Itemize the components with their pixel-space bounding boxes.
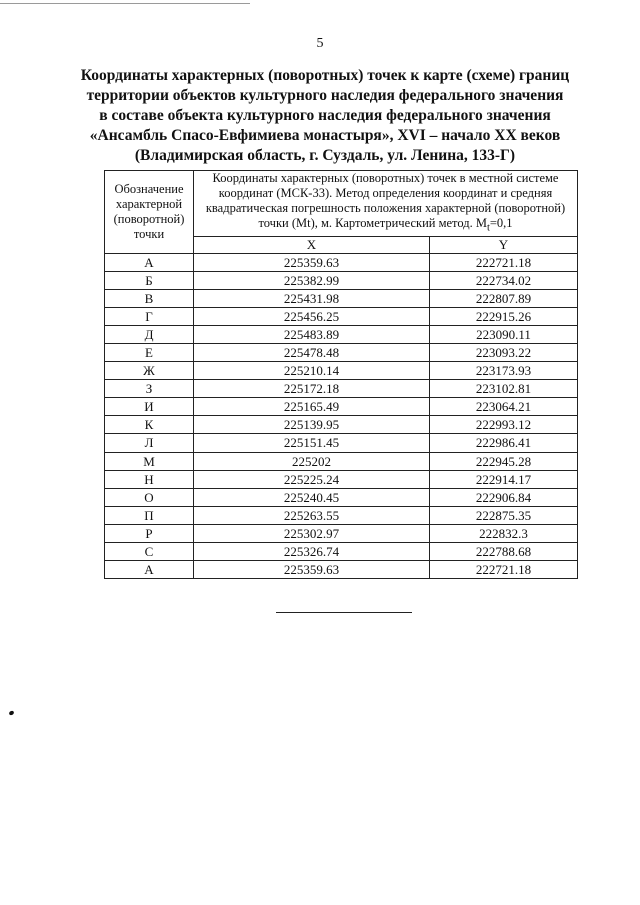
point-name-cell: Н: [105, 470, 194, 488]
x-coordinate-cell: 225382.99: [194, 271, 430, 289]
x-coordinate-cell: 225210.14: [194, 362, 430, 380]
page-number: 5: [316, 36, 324, 51]
title-line: «Ансамбль Спасо-Евфимиева монастыря», XVI – начало XX веков: [89, 127, 561, 144]
point-name-cell: Р: [105, 524, 194, 542]
header-point-name: [105, 171, 194, 254]
table-row: [105, 524, 578, 542]
x-coordinate-cell: 225240.45: [194, 488, 430, 506]
coordinates-table: [104, 170, 578, 579]
point-name-cell: О: [105, 488, 194, 506]
table-row: [105, 398, 578, 416]
header-desc-subscript: t: [486, 222, 490, 234]
table-row: [105, 362, 578, 380]
x-coordinate-cell: 225359.63: [194, 253, 430, 271]
header-desc-line: Координаты характерных (поворотных) точек в местной системе: [212, 171, 559, 185]
point-name-cell: М: [105, 452, 194, 470]
y-coordinate-cell: 222915.26: [430, 307, 578, 325]
point-name-cell: И: [105, 398, 194, 416]
top-rule: [0, 3, 250, 4]
table-row: [105, 470, 578, 488]
table-row: [105, 289, 578, 307]
x-coordinate-cell: 225139.95: [194, 416, 430, 434]
table-row: [105, 271, 578, 289]
y-coordinate-cell: 223173.93: [430, 362, 578, 380]
table-row: [105, 416, 578, 434]
header-coordinates-description: [194, 171, 578, 237]
table-row: [105, 343, 578, 361]
point-name-cell: Г: [105, 307, 194, 325]
table-row: [105, 561, 578, 579]
table-row: [105, 325, 578, 343]
x-coordinate-cell: 225478.48: [194, 343, 430, 361]
y-coordinate-cell: 222832.3: [430, 524, 578, 542]
header-name-line: характерной: [115, 196, 183, 211]
header-x: X: [194, 236, 430, 253]
point-name-cell: Ж: [105, 362, 194, 380]
y-coordinate-cell: 222807.89: [430, 289, 578, 307]
table-row: [105, 434, 578, 452]
table-row: [105, 488, 578, 506]
x-coordinate-cell: 225263.55: [194, 506, 430, 524]
x-coordinate-cell: 225431.98: [194, 289, 430, 307]
x-coordinate-cell: 225202: [194, 452, 430, 470]
table-row: [105, 307, 578, 325]
point-name-cell: К: [105, 416, 194, 434]
point-name-cell: Л: [105, 434, 194, 452]
point-name-cell: Е: [105, 343, 194, 361]
point-name-cell: А: [105, 561, 194, 579]
x-coordinate-cell: 225172.18: [194, 380, 430, 398]
header-desc-line: координат (МСК-33). Метод определения координат и средняя: [218, 186, 553, 200]
point-name-cell: З: [105, 380, 194, 398]
point-name-cell: А: [105, 253, 194, 271]
y-coordinate-cell: 222721.18: [430, 253, 578, 271]
point-name-cell: П: [105, 506, 194, 524]
y-coordinate-cell: 223093.22: [430, 343, 578, 361]
title-line: (Владимирская область, г. Суздаль, ул. Ленина, 133-Г): [134, 147, 516, 164]
y-coordinate-cell: 222945.28: [430, 452, 578, 470]
point-name-cell: С: [105, 543, 194, 561]
header-name-line: точки: [133, 226, 165, 241]
header-desc-tail: =0,1: [489, 216, 513, 230]
title-line: в составе объекта культурного наследия федерального значения: [99, 107, 551, 124]
title-line: Координаты характерных (поворотных) точек к карте (схеме) границ: [80, 67, 570, 84]
table-row: [105, 543, 578, 561]
table-row: [105, 380, 578, 398]
x-coordinate-cell: 225483.89: [194, 325, 430, 343]
x-coordinate-cell: 225456.25: [194, 307, 430, 325]
document-title: [60, 66, 590, 166]
header-desc-line: квадратическая погрешность положения характерной (поворотной): [205, 201, 566, 215]
y-coordinate-cell: 223102.81: [430, 380, 578, 398]
x-coordinate-cell: 225151.45: [194, 434, 430, 452]
y-coordinate-cell: 222986.41: [430, 434, 578, 452]
y-coordinate-cell: 222721.18: [430, 561, 578, 579]
header-name-line: (поворотной): [113, 211, 185, 226]
table-body: [105, 253, 578, 579]
x-coordinate-cell: 225165.49: [194, 398, 430, 416]
table-header-row: [105, 171, 578, 237]
y-coordinate-cell: 223090.11: [430, 325, 578, 343]
x-coordinate-cell: 225302.97: [194, 524, 430, 542]
x-coordinate-cell: 225326.74: [194, 543, 430, 561]
header-desc-line: [194, 216, 577, 236]
bottom-rule: [276, 612, 412, 613]
y-coordinate-cell: 222914.17: [430, 470, 578, 488]
point-name-cell: Д: [105, 325, 194, 343]
y-coordinate-cell: 222734.02: [430, 271, 578, 289]
y-coordinate-cell: 222993.12: [430, 416, 578, 434]
header-name-line: Обозначение: [114, 181, 184, 196]
point-name-cell: В: [105, 289, 194, 307]
title-line: территории объектов культурного наследия федерального значения: [86, 87, 564, 104]
x-coordinate-cell: 225359.63: [194, 561, 430, 579]
table-row: [105, 506, 578, 524]
y-coordinate-cell: 222906.84: [430, 488, 578, 506]
table-row: [105, 253, 578, 271]
margin-mark: [8, 710, 14, 716]
y-coordinate-cell: 222875.35: [430, 506, 578, 524]
header-desc-text: точки (Mt), м. Картометрический метод. M: [258, 216, 487, 230]
table-row: [105, 452, 578, 470]
y-coordinate-cell: 223064.21: [430, 398, 578, 416]
y-coordinate-cell: 222788.68: [430, 543, 578, 561]
point-name-cell: Б: [105, 271, 194, 289]
x-coordinate-cell: 225225.24: [194, 470, 430, 488]
header-y: Y: [430, 236, 578, 253]
